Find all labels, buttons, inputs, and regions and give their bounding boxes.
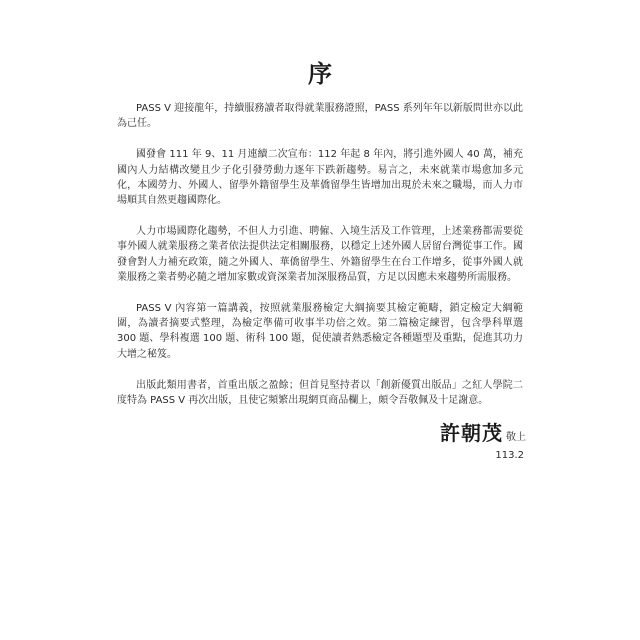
paragraph: 出版此類用書者，首重出版之盈餘；但首見堅持者以「創新優質出版品」之紅人學院二度特為 PASS V 再次出版，且使它頻繁出現網頁商品欄上，頗令吾敬佩及十足謝意。: [117, 379, 523, 407]
signature-date: 113.2: [495, 450, 524, 461]
paragraph: PASS V 迎接龍年，持續服務讀者取得就業服務證照，PASS 系列年年以新版問世亦以此為己任。: [117, 103, 523, 130]
page-title: 序: [308, 59, 332, 88]
paragraph: PASS V 內容第一篇講義，按照就業服務檢定大綱摘要其檢定範疇，鎖定檢定大綱範圍，為讀者摘要式整理，為檢定準備可收事半功倍之效。第二篇檢定練習，包含學科單選 300 題、學科複選 100 題、術科 100 題，促使讀者熟悉檢定各種題型及重點，促進其功力大增之秘笈。: [117, 303, 523, 360]
signature-suffix: 敬上: [506, 432, 526, 443]
signature-block: [400, 420, 526, 464]
paragraph: 國發會 111 年 9、11 月連續二次宣布：112 年起 8 年內，將引進外國人 40 萬，補充國內人力結構改變且少子化引發勞動力逐年下跌新趨勢。易言之，未來就業市場愈加多元化，本國勞力、外國人、留學外籍留學生及華僑留學生皆增加出現於未來之職場，而人力市場順其自然更趨國際化。: [117, 149, 523, 207]
paragraph: 人力市場國際化趨勢，不但人力引進、聘僱、入境生活及工作管理，上述業務都需要從事外國人就業服務之業者依法提供法定相關服務，以穩定上述外國人居留台灣從事工作。國發會對人力補充政策，隨之外國人、華僑留學生、外籍留學生在台工作增多，從事外國人就業服務之業者勢必隨之增加家數或資深業者加深服務品質，方足以因應未來趨勢所需服務。: [117, 226, 523, 283]
signature-line: [400, 420, 526, 446]
author-name: 許朝茂: [440, 421, 503, 445]
preface-body: [117, 101, 523, 424]
